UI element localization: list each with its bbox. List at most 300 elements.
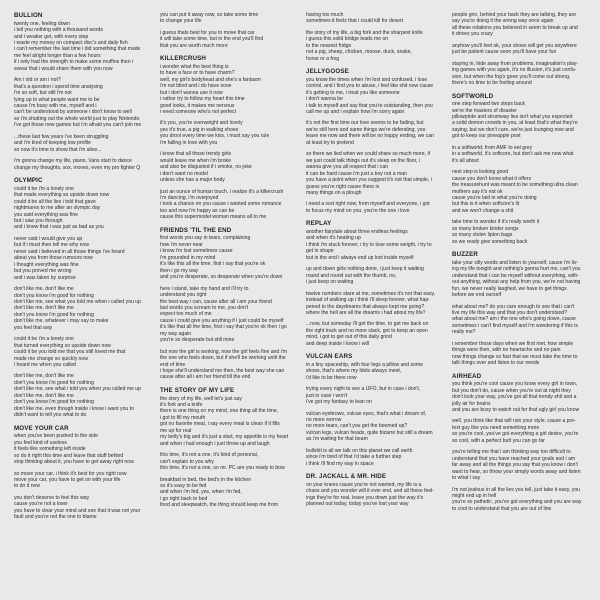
lyric-line: i hope she'll understand me then, the best way she can xyxy=(160,368,285,375)
lyric-stanza xyxy=(160,30,298,49)
lyric-line: good looks, it makes me nervous xyxy=(160,102,235,109)
lyric-line: cause you're laid in what you're doing xyxy=(452,195,537,202)
lyric-line: stop thinking about it, you have to get away right now xyxy=(14,459,134,466)
lyric-line: you're telling me that i am thinking way too difficult to xyxy=(452,449,571,456)
lyric-line: don't like me, don't like me xyxy=(14,373,74,380)
lyric-line: when you've been pushed to the side xyxy=(14,433,98,440)
lyric-line: sometimes it feels that i could kill for desert xyxy=(306,18,404,25)
lyric-line: don't look your way, you've got all that trendy shit and a xyxy=(452,394,577,401)
song-title: REPLAY xyxy=(306,220,332,228)
lyric-line: cause i could give you anything if i just could be myself xyxy=(160,317,284,324)
lyric-line: it's like that all the time, first i say that you're ok then i go xyxy=(160,324,287,331)
lyric-line: saying, but we don't care, we're just lounging now and xyxy=(452,126,574,133)
lyric-line: i've got those new games but i'm afraid you can't join me xyxy=(14,122,142,129)
lyric-line: you feel kind of useless xyxy=(14,439,67,446)
lyric-stanza xyxy=(14,336,152,368)
lyric-stanza xyxy=(306,30,444,62)
lyric-line: i've got my fantasy to lean on xyxy=(306,399,372,406)
lyric-line: i think i'm stuck forever, i try to lose some weight, i try to xyxy=(306,241,432,248)
song-title: AIRHEAD xyxy=(452,372,482,380)
lyric-line: first words you say in tears, complaining xyxy=(160,235,251,242)
lyric-stanza xyxy=(452,12,590,38)
lyric-line: don't you know i'm good for nothing xyxy=(14,399,94,406)
lyric-line: it's like this all the time, first i say that you're ok xyxy=(160,261,266,268)
lyric-stanza xyxy=(452,304,590,336)
lyric-stanza xyxy=(452,61,590,87)
lyric-stanza xyxy=(306,229,444,261)
lyric-line: breakfast in bed, the bed's in the kitchen xyxy=(160,476,252,483)
lyric-line: you're so desperate but still mine xyxy=(160,337,235,344)
lyric-line: up and down girls nothing done, i just keep it waiting xyxy=(306,266,424,273)
lyric-line: i'm not jealous in all the lies you tell, just take it easy, you xyxy=(452,486,581,493)
song-title: SOFTWORLD xyxy=(452,92,494,100)
lyric-line: ing games with you again, it's no illusion, it's just confu- xyxy=(452,67,577,74)
lyric-line: but this is it when softcore's lit xyxy=(452,201,520,208)
lyric-line: then i go my way xyxy=(160,267,199,274)
lyric-line: it's fork and a knife xyxy=(160,401,203,408)
lyric-line: the one who feels down, but if she'll be working until the xyxy=(160,355,286,362)
lyric-line: far away and all the things you say that you know i don't xyxy=(452,462,578,469)
lyric-line: i heard me when you called xyxy=(14,362,77,369)
song-block xyxy=(160,55,298,221)
lyric-line: next step is looking good xyxy=(452,169,509,176)
lyric-stanza xyxy=(452,449,590,481)
lyric-line: leave me now and there will be no happy ending, we can xyxy=(306,133,434,140)
lyric-line: it's getting to me, i treat you like someone xyxy=(306,89,400,96)
lyric-line: i guess thats best for you to move that car xyxy=(160,29,255,36)
lyric-line: i tell you nothing with a thousand words xyxy=(14,27,103,34)
song-block xyxy=(306,12,444,62)
lyric-line: since i'm tired of that i'd take a further step xyxy=(306,454,402,461)
lyric-line: nightmares to me after an olympic day xyxy=(14,205,101,212)
lyric-line: i know that all those trendy girls xyxy=(160,151,232,158)
lyric-line: Am i old or am i not? xyxy=(14,77,61,84)
lyric-line: horse or a frog xyxy=(306,55,340,62)
lyric-stanza xyxy=(452,260,590,299)
song-block xyxy=(160,227,298,381)
lyric-line: a solid demon crowds in you, at least that's what they're xyxy=(452,120,578,127)
lyric-line: and when i had enough i just throw up and laugh xyxy=(160,440,270,447)
lyric-line: understand that i can be myself without everything, with- xyxy=(452,272,579,279)
lyric-line: shoes, that's where my Idols always meet, xyxy=(306,368,402,375)
song-title: THE STORY OF MY LIFE xyxy=(160,386,235,394)
lyric-stanza xyxy=(160,12,298,25)
lyric-stanza xyxy=(452,101,590,140)
lyric-stanza xyxy=(306,201,444,214)
lyric-line: live my life this way and that you don't understand? xyxy=(452,309,568,316)
lyric-line: cause after all i am her friend till the end xyxy=(160,374,251,381)
lyric-stanza xyxy=(160,349,298,381)
lyric-line: don't you know i'm good for nothing xyxy=(14,292,94,299)
lyric-line: so now it's time to show that i'm alive... xyxy=(14,146,102,153)
lyric-line: how i'm never near xyxy=(160,241,203,248)
lyric-stanza xyxy=(452,43,590,56)
lyric-line: at least try to pretend xyxy=(306,139,354,146)
lyric-line: in a tiny spaceship, with four legs a pillow and some xyxy=(306,361,423,368)
lyric-stanza xyxy=(14,471,152,490)
lyric-line: planned out today, today you've lost your way xyxy=(306,501,409,508)
lyrics-column xyxy=(306,12,444,596)
song-block xyxy=(452,251,590,366)
lyric-line: as i'm waiting for that beam xyxy=(306,436,368,443)
lyric-line: just be patient cause soon you'll have your fun xyxy=(452,49,557,56)
song-title: JELLYGOOSE xyxy=(306,68,349,76)
lyric-line: mothers say it's not ok xyxy=(452,188,503,195)
lyric-line: the story of my life, well let's just say xyxy=(160,395,242,402)
song-title: BULLION xyxy=(14,12,43,19)
lyric-line: don't like me, don't like me xyxy=(14,305,74,312)
lyric-line: it's all about xyxy=(452,157,479,164)
lyric-line: i don't wanna be xyxy=(306,96,343,103)
lyric-line: i'm not blind and i do have nose xyxy=(160,83,232,90)
lyric-line: call me up and i explain how i'm sorry again xyxy=(306,109,405,116)
lyric-line: that turned everything so upside down now xyxy=(14,342,111,349)
lyric-line: we just could talk things out it's sleep on the floor, i xyxy=(306,157,420,164)
lyric-line: get in shape xyxy=(306,248,334,255)
lyric-line: if i only had the strength to make some muffins then i xyxy=(14,59,134,66)
lyric-line: end of time xyxy=(160,361,186,368)
lyric-line: before we end ourself xyxy=(452,292,501,299)
lyric-line: my belly's big and it's just a start, my appetite is my heart xyxy=(160,434,289,441)
lyric-line: but you don't do, cause when you're out at night they xyxy=(452,387,571,394)
lyric-stanza xyxy=(14,21,152,73)
lyric-line: it feels like something left inside xyxy=(14,446,86,453)
lyric-line: that's a question i spend time analysing xyxy=(14,83,103,90)
lyric-stanza xyxy=(452,145,590,164)
lyric-line: might end up in hell xyxy=(452,492,497,499)
lyric-line: well, you think like that will ruin your style, cause a pre- xyxy=(452,418,576,425)
lyric-line: this time, it's not a one, so mr. PC are you ready to bow xyxy=(160,465,285,472)
lyric-stanza xyxy=(452,381,590,413)
lyric-stanza xyxy=(452,487,590,513)
lyric-line: can't explain to you why xyxy=(160,458,214,465)
lyric-line: vulcan eyebrows, vulcan eyes, that's what i dream of, xyxy=(306,410,427,417)
song-block xyxy=(452,93,590,246)
lyric-line: to what i say xyxy=(452,475,481,482)
lyric-line: i need someone who's not perfect xyxy=(160,109,237,116)
lyric-line: and i'm tired of keeping low profile xyxy=(14,140,91,147)
song-block xyxy=(306,68,444,214)
lyric-line: food and sleepwatch, the thing should keep me from xyxy=(160,502,279,509)
song-block xyxy=(306,473,444,507)
lyric-line: i guess this solid bridge leads me on xyxy=(306,36,389,43)
lyric-line: jolly air for brains xyxy=(452,400,491,407)
lyric-stanza xyxy=(160,477,298,509)
lyric-stanza xyxy=(160,286,298,344)
lyric-stanza xyxy=(14,236,152,281)
lyric-line: but i don't wanna use it now xyxy=(160,89,223,96)
lyric-line: so there we lied when we could share so much more, if xyxy=(306,151,431,158)
lyric-line: no more sorrow xyxy=(306,416,342,423)
lyric-stanza xyxy=(160,189,298,221)
lyric-line: too and now i'm happy as can be xyxy=(160,207,235,214)
lyrics-column xyxy=(452,12,590,596)
lyric-line: i waste my money on compact disc's and daily fish xyxy=(14,39,128,46)
lyric-line: it can be hard cause i'm just a boy not a man xyxy=(306,170,407,177)
lyric-line: my way again xyxy=(160,330,192,337)
lyric-line: here i stand, take my hand and i'll try to xyxy=(160,285,249,292)
lyric-line: ings they're for real, leave you down just the way it's xyxy=(306,494,424,501)
lyric-line: and i knew that i was just as bad as you xyxy=(14,224,104,231)
lyric-line: so move your car, i think it's best for you right now xyxy=(14,470,127,477)
lyric-line: really me? xyxy=(452,329,476,336)
lyric-line: and i was taken by surprise xyxy=(14,274,76,281)
lyric-line: in a softworld, from AMF to eel grey xyxy=(452,144,533,151)
lyric-line: you know the times when i'm lost and confused, i lose xyxy=(306,76,428,83)
lyric-line: so cool, with a perfect butt you can go far xyxy=(452,437,545,444)
lyric-line: cause this supermodel woman means all to me xyxy=(160,214,267,221)
lyric-line: to change your life xyxy=(160,18,202,25)
lyric-line: things were then, with no heartache and no pain xyxy=(452,347,561,354)
lyric-line: vulcan legs, vulcan heads, quite bizarre but still a dream xyxy=(306,429,433,436)
lyric-stanza xyxy=(452,169,590,214)
lyric-line: the story of my life, a big fork and the sharpest knife xyxy=(306,29,423,36)
song-title: OLYMPIC xyxy=(14,177,43,185)
lyric-line: ...now, but someday i'll get the time, to get me back on xyxy=(306,321,429,328)
lyric-line: there is one thing on my mind, one thing all the time, xyxy=(160,408,279,415)
lyric-line: last words you scream to me, you don't xyxy=(160,304,249,311)
lyric-line: chaos and you wonder will it ever end, and all these feel- xyxy=(306,488,434,495)
song-block xyxy=(452,12,590,87)
lyric-line: you think you're cool cause you know every girl in town, xyxy=(452,381,578,388)
lyric-line: i talk to myself and say that you're outstanding, then you xyxy=(306,102,433,109)
lyric-line: and you're desperate, so desperate when you're down xyxy=(160,274,283,281)
lyric-stanza xyxy=(452,418,590,444)
lyric-line: don't like me, see what you told me when i called you up xyxy=(14,298,141,305)
lyric-line: swear that i would share them with you now xyxy=(14,65,113,72)
lyric-stanza xyxy=(306,120,444,146)
lyric-line: no more tears, can't you get the boomed up? xyxy=(306,423,408,430)
lyric-stanza xyxy=(306,321,444,347)
lyric-stanza xyxy=(14,373,152,418)
lyric-line: we're the masters of disaster xyxy=(452,107,517,114)
lyric-line: well, my girl's bodyhead and she's a fantasm xyxy=(160,76,261,83)
lyric-line: i'm falling in love with you xyxy=(160,139,218,146)
lyric-line: it will take some time, but in the end you'll find xyxy=(160,36,264,43)
lyric-line: i'm gonna change my life, piano, Vans start to dance xyxy=(14,158,132,165)
lyric-line: never said i would give you up xyxy=(14,235,83,242)
lyric-line: don't you know i'm good for nothing xyxy=(14,379,94,386)
lyric-line: you drool every time we kiss, i must say you rule xyxy=(160,133,270,140)
lyric-line: me up for real xyxy=(160,427,192,434)
lyric-stanza xyxy=(306,411,444,443)
lyric-line: don't like me, even though inside i know i want you to xyxy=(14,405,134,412)
lyric-line: don't like me, whatever i may say to make xyxy=(14,318,109,325)
lyric-line: i thought everything was fine xyxy=(14,261,79,268)
song-title: FRIENDS 'TIL THE END xyxy=(160,226,232,234)
lyric-stanza xyxy=(160,396,298,448)
song-block xyxy=(306,220,444,347)
lyric-line: i can't remember the last time i did something that made xyxy=(14,46,141,53)
lyric-line: but in the end i always end up lost inside myself xyxy=(306,254,414,261)
lyric-line: would leave me when i'm broke xyxy=(160,157,231,164)
lyric-stanza xyxy=(14,495,152,521)
lyric-stanza xyxy=(306,291,444,317)
song-title: VULCAN EARS xyxy=(306,353,353,361)
lyric-line: that made everything so upside down now xyxy=(14,192,110,199)
lyric-line: you feel that way xyxy=(14,324,53,331)
lyric-line: got to keep our pineapple post xyxy=(452,133,521,140)
lyric-line: cause you don't know what it offers xyxy=(452,175,532,182)
lyric-stanza xyxy=(160,235,298,280)
lyric-line: i think i'll find my way in space xyxy=(306,460,374,467)
lyric-stanza xyxy=(14,433,152,465)
lyric-line: understand that you have reached your goals and i am xyxy=(452,455,576,462)
lyric-stanza xyxy=(14,134,152,153)
lyric-line: don't you know i'm good for nothing xyxy=(14,311,94,318)
lyric-line: and when it's heating up xyxy=(306,235,361,242)
lyric-line: say you're doing it the wrong way once again xyxy=(452,18,554,25)
lyric-stanza xyxy=(306,77,444,116)
lyric-line: another fairytale about three endless feelings xyxy=(306,228,408,235)
lyric-line: could it be i'm a lonely one xyxy=(14,336,74,343)
lyric-line: so do it right this time and leave that stuff behind xyxy=(14,452,124,459)
lyric-line: cause you're not a loser xyxy=(14,501,68,508)
lyric-line: that you are worth much more xyxy=(160,42,228,49)
lyric-stanza xyxy=(452,219,590,245)
lyric-line: pillowpride and strumway lies isn't what you expected xyxy=(452,114,573,121)
lyric-line: so many broken kinder songs xyxy=(452,225,519,232)
lyric-line: move your car, you have to get on with your life xyxy=(14,476,121,483)
lyric-line: want to hear, so throw your simply words away and listen xyxy=(452,468,581,475)
lyric-stanza xyxy=(306,151,444,196)
lyric-line: anyhow you'll feel ok, your shoes will get you anywhere xyxy=(452,42,577,49)
lyric-line: you can put it away now, so take some time xyxy=(160,12,259,18)
song-block xyxy=(452,373,590,513)
lyric-line: and when i'm fed, yes, when i'm fed, xyxy=(160,489,242,496)
lyric-line: i wonder what the best thing is xyxy=(160,63,229,70)
lyric-line: what about me? do you care enough to see that i can't xyxy=(452,303,575,310)
lyric-line: expect too much of me xyxy=(160,311,212,318)
lyric-line: i need a rest right now, from myself and everyone, i got xyxy=(306,201,430,208)
lyric-line: never said i believed in all those things i've heard xyxy=(14,248,125,255)
lyric-line: could it be you told me that you still loved me that xyxy=(14,349,126,356)
lyric-line: out anything, without any help from you, we're not having xyxy=(452,279,581,286)
lyric-stanza xyxy=(306,266,444,285)
lyric-line: having too much xyxy=(306,12,344,18)
lyric-line: all these relations you believed in seem to break up and xyxy=(452,24,578,31)
lyric-line: the right track and no more slack, got to keep an open xyxy=(306,327,428,334)
lyric-line: now things change so fast that we must take the time to xyxy=(452,353,578,360)
lyric-line: pened to the daydreams that always kept me going? xyxy=(306,303,425,310)
lyric-stanza xyxy=(160,151,298,183)
lyric-line: lying up to what people want me to be xyxy=(14,96,100,103)
lyric-stanza xyxy=(14,286,152,331)
lyric-line: to have a face or to have charm? xyxy=(160,70,235,77)
lyric-line: sometimes i can't find myself and i'm wondering if this is xyxy=(452,322,578,329)
lyric-line: i rather try to follow my heart this time xyxy=(160,96,245,103)
lyric-line: and i weaker get, with every step xyxy=(14,33,89,40)
lyric-line: me feel alright longer than a few hours xyxy=(14,52,101,59)
lyric-line: fun, we never really laughed, we have to get things xyxy=(452,285,567,292)
lyric-line: change my thoughts, sox, moves, even my pro fighter Q xyxy=(14,164,141,171)
lyric-line: to do it now xyxy=(14,483,41,490)
lyric-line: about you from those rumours now xyxy=(14,255,93,262)
lyric-line: take your silly words and listen to yourself, cause i'm liv- xyxy=(452,259,579,266)
lyric-line: staying in, hide away from problems, imagination's play- xyxy=(452,60,579,67)
lyric-line: could it be i'm a lonely one xyxy=(14,185,74,192)
lyric-stanza xyxy=(14,186,152,231)
lyric-line: you said everything was fine xyxy=(14,211,78,218)
lyric-line: mind, i got to get out of this daily grind xyxy=(306,334,392,341)
lyric-line: sion, but when the fog's gone you'll come out strong, xyxy=(452,73,571,80)
lyric-line: understand you right xyxy=(160,292,207,299)
lyric-line: guess you're right cause there is xyxy=(306,183,380,190)
lyric-line: i know i'm lost sometimes cause xyxy=(160,248,233,255)
lyric-line: it drives you crazy xyxy=(452,31,493,38)
lyric-line: on your knees cause you're not wanted, my life is a xyxy=(306,481,422,488)
lyric-line: you have a point when you suggest it's not that simple, i xyxy=(306,177,432,184)
lyric-line: and deep inside i know i will xyxy=(306,340,369,347)
lyric-line: and you are busy to watch out for that ugly girl you know xyxy=(452,406,580,413)
lyric-line: got no favorite meal, i say every meal is clean if it fills xyxy=(160,421,280,428)
lyric-line: people grin, behind your back they are talking, they are xyxy=(452,12,577,18)
lyric-line: i'd like to be there now xyxy=(306,374,357,381)
lyric-stanza xyxy=(14,77,152,129)
lyric-line: take time to wonder if it's really worth it xyxy=(452,219,540,226)
lyric-line: you're so pathetic, you've got everything and you are way xyxy=(452,499,582,506)
lyric-stanza xyxy=(452,341,590,367)
song-block xyxy=(160,12,298,49)
lyric-stanza xyxy=(306,12,444,25)
lyric-stanza xyxy=(160,452,298,471)
lyric-stanza xyxy=(306,448,444,467)
lyric-line: don't like me, don't like me xyxy=(14,392,74,399)
lyrics-column xyxy=(160,12,298,596)
lyric-line: ...these last few years i've been struggling xyxy=(14,133,109,140)
lyric-line: we're still here and same things we're defending, you xyxy=(306,126,426,133)
lyric-line: this time, it's not a one, it's kind of personal, xyxy=(160,452,259,459)
lyric-line: could it be all the lies i told that gave xyxy=(14,198,96,205)
song-block xyxy=(14,12,152,171)
song-block xyxy=(306,353,444,467)
lyric-line: didn't want to tell you what to do xyxy=(14,412,87,419)
lyric-line: round and round out with the thumb, no, xyxy=(306,272,397,279)
lyric-line: what about me? am i the one who's going down, cause xyxy=(452,316,576,323)
song-block xyxy=(160,387,298,509)
lyric-stanza xyxy=(160,64,298,116)
lyric-line: don't like me, see what i told you when you called me up xyxy=(14,386,141,393)
lyric-line: i go right back to bed xyxy=(160,495,208,502)
lyric-line: you don't deserve to feel this way xyxy=(14,494,90,501)
lyric-line: but now the girl is working, now the girl feels fine and i'm xyxy=(160,348,287,355)
lyric-line: text guy like you need something more xyxy=(452,424,540,431)
lyric-line: i'm so soft, but still i'm not xyxy=(14,90,72,97)
lyric-line: i just keep on waiting xyxy=(306,279,354,286)
song-block xyxy=(14,177,152,419)
lyric-line: just in case i won't xyxy=(306,392,348,399)
lyric-line: one step forward two steps back xyxy=(452,101,526,108)
lyric-stanza xyxy=(160,120,298,146)
lyric-line: instead of walking up i think i'll sleep forever, what hap- xyxy=(306,297,430,304)
lyric-line: yes it's true, a pig in walking shoes xyxy=(160,126,239,133)
lyric-line: bullshit is all we talk on this planet we call earth xyxy=(306,447,413,454)
lyric-line: the treasurehunt was meant to be something ultra clean xyxy=(452,182,578,189)
lyric-line: and we won't change a shit xyxy=(452,207,514,214)
lyric-line: there's no time to be fooling around xyxy=(452,80,532,87)
lyric-stanza xyxy=(306,386,444,405)
lyric-line: in a softworld, it's softcore, but don't ask me now what xyxy=(452,151,574,158)
lyric-line: ing my life tonight and nothing's gonna hurt me, can't you xyxy=(452,266,581,273)
lyric-line: i'm grounded in my mind xyxy=(160,254,216,261)
lyric-line: unless she has a major body xyxy=(160,177,225,184)
lyric-line: you have to clear your mind and see that it was not your xyxy=(14,507,141,514)
lyric-line: so i'm shutting out the whole world just to play Nintendo xyxy=(14,115,140,122)
lyric-line: i took a chance on you cause i wanted some romance xyxy=(160,201,282,208)
lyric-line: but you proved me wrong xyxy=(14,268,72,275)
lyric-line: i remember those days when we first met, how simple xyxy=(452,340,574,347)
song-title: KILLERCRUSH xyxy=(160,55,206,63)
